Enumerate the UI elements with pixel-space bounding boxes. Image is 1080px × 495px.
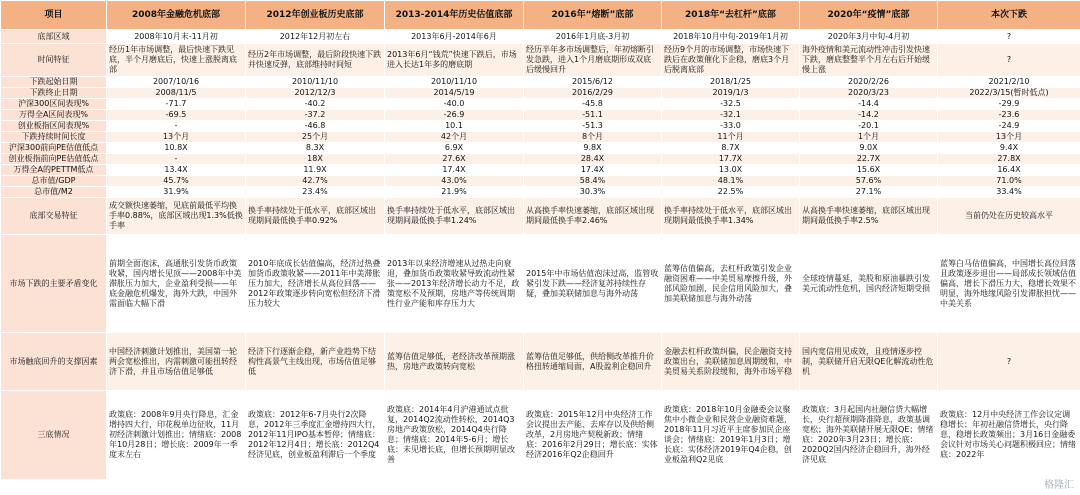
table-cell: -37.2: [246, 110, 385, 121]
table-cell: 9.8X: [524, 143, 662, 154]
table-cell: 换手率持续处于低水平，底部区域出现期间最低换手率0.92%: [246, 198, 385, 235]
table-cell: 71.0%: [938, 176, 1080, 187]
table-cell: 2012年12月初左右: [246, 30, 385, 44]
table-cell: 从高换手率快速萎缩，底部区域出现期间最低换手率2.5%: [800, 198, 938, 235]
table-row: [1, 30, 1080, 44]
table-cell: 蓝筹白马估值偏高，中国增长高位回落且政策逐步退出——局部成长领域估值偏高，增长下滑压力大，稳增长效果不明显，海外地缘风险引发滞胀担忧——中美关系: [938, 235, 1080, 333]
table-cell: 42个月: [385, 132, 524, 143]
table-cell: -46.8: [246, 121, 385, 132]
table-cell: 经济下行逐渐企稳，新产业趋势下结构性高景气主线出现，市场估值足够低: [246, 333, 385, 391]
table-cell: 2010年底成长估值偏高，经济过热叠加货币政策收紧——2011年中美滞胀压力加大，经济增长从高位回落——2012年政策逐步转向宽松但经济下滑压力较大: [246, 235, 385, 333]
table-cell: 全球疫情蔓延，美股和原油暴跌引发美元流动性危机，国内经济短期受损: [800, 235, 938, 333]
table-cell: 2015/6/12: [524, 77, 662, 88]
table-cell: 政策底：12月中央经济工作会议定调稳增长；年初社融信贷增长，央行降息，稳增长政策频出；3月16日金融委会议针对市场关心问题积极回应；情绪底：2022年: [938, 391, 1080, 480]
table-cell: 当前仍处在历史较高水平: [938, 198, 1080, 235]
table-cell: 17.7X: [662, 154, 800, 165]
table-cell: -26.9: [385, 110, 524, 121]
table-cell: 中国经济刺激计划推出，美国第一轮两会宽松推出，内需刺激可能扭转经济下滑，并且市场估值足够低: [107, 333, 246, 391]
watermark: 格隆汇: [1044, 480, 1074, 491]
table-cell: 经历2年市场调整，最后阶段快速下跌并快速反弹，底部维持时间短: [246, 44, 385, 77]
table-cell: 经历9个月的市场调整，市场快速下跌后在政策催化下企稳，磨底3个月后脱离底部: [662, 44, 800, 77]
table-cell: 6.9X: [385, 143, 524, 154]
table-cell: -40.0: [385, 99, 524, 110]
table-cell: 13.4X: [107, 165, 246, 176]
row-label: 市场下跌的主要矛盾变化: [1, 235, 107, 333]
table-row: [1, 165, 1080, 176]
table-cell: 48.1%: [662, 176, 800, 187]
table-cell: 43.0%: [385, 176, 524, 187]
table-cell: -45.8: [524, 99, 662, 110]
table-cell: 2016年1月底-3月初: [524, 30, 662, 44]
table-row: [1, 187, 1080, 198]
table-row: [1, 132, 1080, 143]
row-label: 下跌持续时间长度: [1, 132, 107, 143]
table-row: [1, 391, 1080, 480]
row-label: 总市值/M2: [1, 187, 107, 198]
table-cell: ?: [938, 30, 1080, 44]
row-label: 万得全A的PETTM低点: [1, 165, 107, 176]
row-label: 沪深300前向PE估值低点: [1, 143, 107, 154]
table-cell: -51.1: [524, 110, 662, 121]
row-label: 市场触底回升的支撑因素: [1, 333, 107, 391]
table-cell: 2013年6月-2014年6月: [385, 30, 524, 44]
table-cell: 2020/3/23: [800, 88, 938, 99]
table-cell: 经历半年多市场调整后，年初熔断引发急跌，进入1个月磨底期形成双底后缓慢回升: [524, 44, 662, 77]
row-label: 三底情况: [1, 391, 107, 480]
table-cell: -24.9: [938, 121, 1080, 132]
table-cell: 政策底：2008年9月央行降息，汇金增持四大行，印花税单边征收，11月初经济刺激计划推出；情绪底：2008年10月28日；增长底：2009年一季度末左右: [107, 391, 246, 480]
table-cell: -: [107, 121, 246, 132]
table-cell: 57.6%: [800, 176, 938, 187]
row-label: 下跌终止日期: [1, 88, 107, 99]
table-row: [1, 235, 1080, 333]
table-cell: 2008/11/5: [107, 88, 246, 99]
table-cell: 23.4%: [246, 187, 385, 198]
table-cell: 政策底：3月起国内社融信贷大幅增长，央行超预期降准降息，政策基调宽松；海外美联储开展无限QE；情绪底：2020年3月23日；增长底：2020Q2国内经济企稳回升，海外经济见底: [800, 391, 938, 480]
table-cell: -14.4: [800, 99, 938, 110]
table-cell: 9.4X: [938, 143, 1080, 154]
table-cell: 11个月: [662, 132, 800, 143]
table-cell: 换手率持续处于低水平，底部区域出现期间最低换手率1.24%: [385, 198, 524, 235]
table-cell: 33.4%: [938, 187, 1080, 198]
table-cell: 28.4X: [524, 154, 662, 165]
table-cell: 17.4X: [385, 165, 524, 176]
table-cell: -51.3: [524, 121, 662, 132]
table-cell: 13.0X: [662, 165, 800, 176]
table-cell: 2022/3/15(暂时低点): [938, 88, 1080, 99]
table-cell: 31.9%: [107, 187, 246, 198]
row-label: 创业板指前向PE估值低点: [1, 154, 107, 165]
table-cell: 2021/2/10: [938, 77, 1080, 88]
table-cell: 2019/1/3: [662, 88, 800, 99]
table-cell: 22.7X: [800, 154, 938, 165]
table-row: [1, 176, 1080, 187]
table-cell: 2008年10月末-11月初: [107, 30, 246, 44]
row-label: 总市值/GDP: [1, 176, 107, 187]
table-cell: 经历1年市场调整，最后快速下跌见底，半个月磨底后，快速上涨脱离底部: [107, 44, 246, 77]
table-cell: 1个月: [800, 132, 938, 143]
table-cell: 27.1%: [800, 187, 938, 198]
table-cell: 2007/10/16: [107, 77, 246, 88]
table-cell: 国内宽信用见成效，且疫情逐步控制，美联储开启无限QE化解流动性危机: [800, 333, 938, 391]
table-cell: 11.9X: [246, 165, 385, 176]
header-2016: 2016年“熔断”底部: [524, 1, 662, 30]
row-label: 底部区域: [1, 30, 107, 44]
table-row: [1, 77, 1080, 88]
table-cell: 8.3X: [246, 143, 385, 154]
table-cell: 27.8X: [938, 154, 1080, 165]
table-cell: 2013年以来经济增速从过热走向衰退，叠加货币政策收紧导致流动性紧张——2013年经济增长动力不足，政策宽松不及预期，房地产等传统周期性行业产能和库存压力大: [385, 235, 524, 333]
row-label: 下跌起始日期: [1, 77, 107, 88]
table-row: [1, 198, 1080, 235]
header-item: 项目: [1, 1, 107, 30]
table-cell: 45.7%: [107, 176, 246, 187]
table-cell: ?: [938, 44, 1080, 77]
table-cell: 政策底：2018年10月金融委会议聚焦中小微企业和民营企业融资难题，2018年11月习近平主席参加民企座谈会；情绪底：2019年1月3日；增长底：实体经济2019年Q4企稳，创业板盈利Q2见底: [662, 391, 800, 480]
table-cell: 15.6X: [800, 165, 938, 176]
table-cell: 政策底：2012年6-7月央行2次降息，2012年三季度汇金增持四大行，2012年11月IPO基本暂停；情绪底：2012年12月4日；增长底：2012Q4经济见底，创业板盈利滞后一个季度: [246, 391, 385, 480]
table-cell: 13个月: [107, 132, 246, 143]
table-cell: ?: [938, 333, 1080, 391]
table-cell: -14.2: [800, 110, 938, 121]
table-cell: 成交额快速萎缩，见底前最低平均换手率0.88%，底部区域出现1.3%低换手率: [107, 198, 246, 235]
table-cell: 13个月: [938, 132, 1080, 143]
row-label: 创业板指区间表现%: [1, 121, 107, 132]
row-label: 时间特征: [1, 44, 107, 77]
table-cell: 2020年3月中旬-4月初: [800, 30, 938, 44]
table-cell: 17.4X: [524, 165, 662, 176]
table-cell: -20.1: [800, 121, 938, 132]
table-cell: 前期全面泡沫，高通胀引发货币政策收紧，国内增长见顶——2008年中美滞胀压力加大，企业盈利受损——年底金融危机爆发，海外大跌，中国外需面临大幅下滑: [107, 235, 246, 333]
table-cell: 21.9%: [385, 187, 524, 198]
table-cell: 蓝筹估值足够低，老经济改革预期涨热，房地产政策转向宽松: [385, 333, 524, 391]
table-cell: 蓝筹估值足够低，供给侧改革推升价格扭转通缩局面，A股盈利企稳回升: [524, 333, 662, 391]
table-cell: -40.2: [246, 99, 385, 110]
table-cell: 2014/5/19: [385, 88, 524, 99]
table-cell: 2018年10月中旬-2019年1月初: [662, 30, 800, 44]
row-label: 沪深300区间表现%: [1, 99, 107, 110]
table-cell: 2018/1/25: [662, 77, 800, 88]
table-cell: 2012/12/3: [246, 88, 385, 99]
table-cell: -29.9: [938, 99, 1080, 110]
table-cell: 蓝筹估值偏高，去杠杆政策引发企业融资困难——中美贸易摩擦升级，外部风险加剧，民企信用风险加大，叠加美联储加息与海外动荡: [662, 235, 800, 333]
table-cell: 2016/2/29: [524, 88, 662, 99]
table-row: [1, 333, 1080, 391]
table-cell: -32.5: [662, 99, 800, 110]
table-cell: 9.0X: [800, 143, 938, 154]
table-cell: 从高换手率快速萎缩，底部区域出现期间最低换手率2.46%: [524, 198, 662, 235]
table-cell: 42.7%: [246, 176, 385, 187]
table-cell: 海外疫情和美元流动性冲击引发快速下跌，磨底整整半个月左右后开始缓慢上涨: [800, 44, 938, 77]
table-cell: 10.8X: [107, 143, 246, 154]
header-2012: 2012年创业板历史底部: [246, 1, 385, 30]
table-cell: 2010/11/10: [385, 77, 524, 88]
table-row: [1, 121, 1080, 132]
row-label: 万得全A区间表现%: [1, 110, 107, 121]
table-cell: 8.7X: [662, 143, 800, 154]
table-row: [1, 44, 1080, 77]
table-cell: 2020/2/26: [800, 77, 938, 88]
table-cell: 2010/11/10: [246, 77, 385, 88]
header-row: [1, 1, 1080, 30]
header-2008: 2008年金融危机底部: [107, 1, 246, 30]
table-row: [1, 110, 1080, 121]
table-row: [1, 143, 1080, 154]
table-cell: 政策底：2014年4月沪港通试点批复，2014Q2流动性转松，2014Q3房地产政策放松，2014Q4央行降息；情绪底：2014年5-6月；增长底：未见增长底，但增长预期明显改善: [385, 391, 524, 480]
table-cell: 政策底：2015年12月中央经济工作会议提出去产能、去库存以及供给侧改革，2月房地产契税新政；情绪底：2016年2月29日；增长底：实体经济2016年Q2企稳回升: [524, 391, 662, 480]
table-row: [1, 154, 1080, 165]
table-cell: 18X: [246, 154, 385, 165]
table-cell: 换手率持续处于低水平，底部区域出现期间最低换手率1.34%: [662, 198, 800, 235]
table-cell: 16.4X: [938, 165, 1080, 176]
table-cell: 30.3%: [524, 187, 662, 198]
table-cell: -33.0: [662, 121, 800, 132]
table-cell: 58.4%: [524, 176, 662, 187]
table-cell: -69.5: [107, 110, 246, 121]
table-cell: -23.6: [938, 110, 1080, 121]
table-cell: -32.1: [662, 110, 800, 121]
table-cell: 27.6X: [385, 154, 524, 165]
table-cell: 金融去杠杆政策纠偏，民企融资支持政策出台，美联储加息周期缓和，中美贸易关系阶段缓和，海外市场平稳: [662, 333, 800, 391]
table-cell: 10.1: [385, 121, 524, 132]
header-current: 本次下跌: [938, 1, 1080, 30]
table-row: [1, 99, 1080, 110]
table-cell: 2013年6月“钱荒”快速下跌后，市场进入长达1年多的磨底期: [385, 44, 524, 77]
table-cell: -71.7: [107, 99, 246, 110]
table-cell: 22.5%: [662, 187, 800, 198]
table-cell: 8个月: [524, 132, 662, 143]
header-2013-2014: 2013-2014年历史估值底部: [385, 1, 524, 30]
header-2020: 2020年“疫情”底部: [800, 1, 938, 30]
row-label: 底部交易特征: [1, 198, 107, 235]
header-2018: 2018年“去杠杆”底部: [662, 1, 800, 30]
table-cell: -: [107, 154, 246, 165]
table-row: [1, 88, 1080, 99]
table-cell: 25个月: [246, 132, 385, 143]
table-cell: 2015年中市场估值泡沫过高，监管收紧引发下跌——经济复苏持续性存疑，叠加美联储加息与海外动荡: [524, 235, 662, 333]
